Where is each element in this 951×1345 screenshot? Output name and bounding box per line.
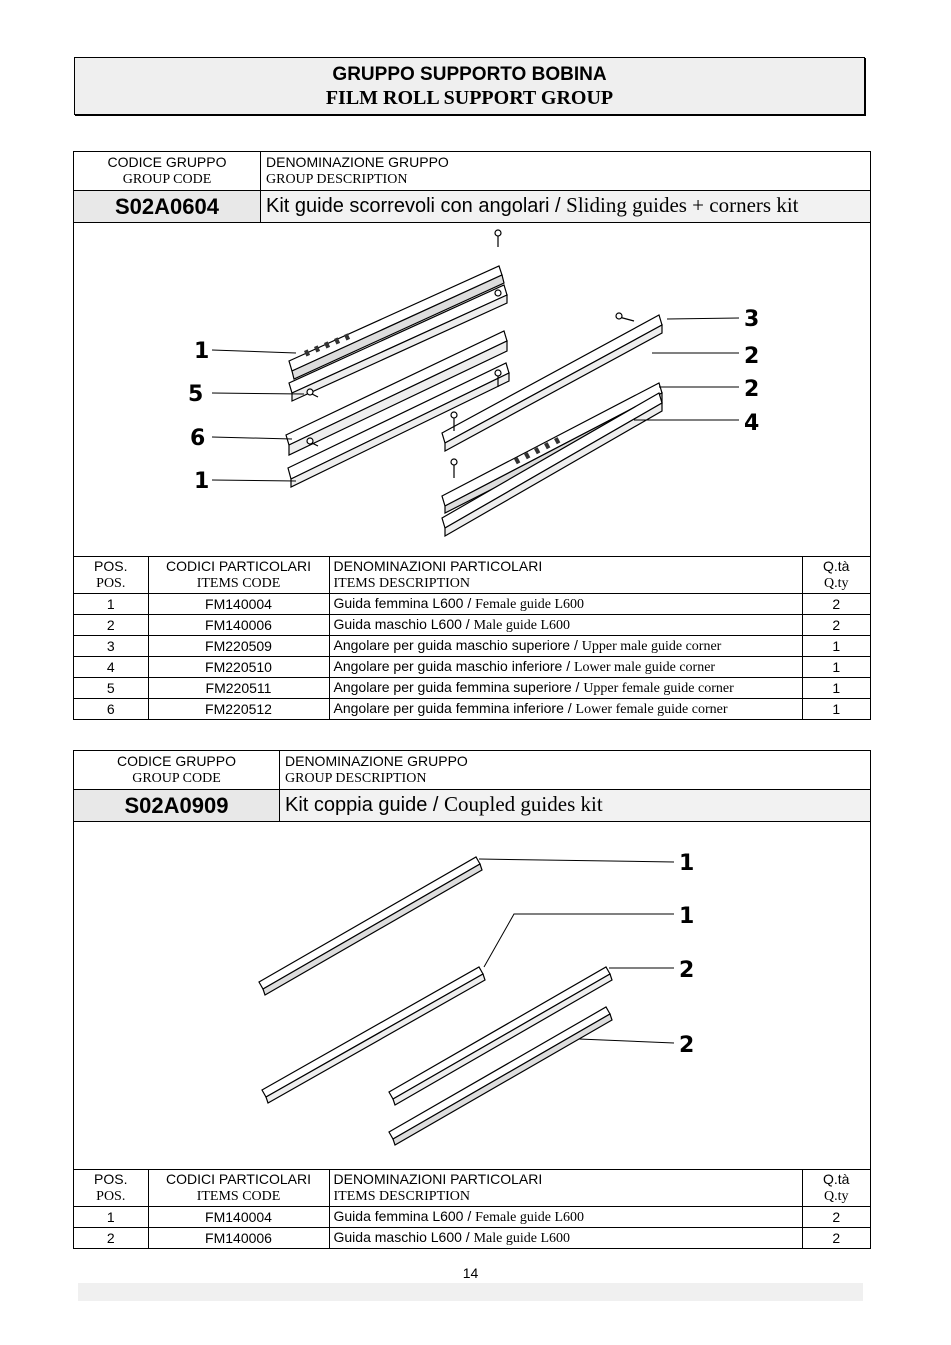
items-header-row: POS. POS. CODICI PARTICOLARI ITEMS CODE DENOMINAZIONI PARTICOLARI ITEMS DESCRIPTION Q.tà Q.ty [74,1170,870,1207]
table-row: 1 FM140004 Guida femmina L600 / Female guide L600 2 [74,1207,870,1228]
items-table-2 [74,1170,870,1248]
callout-label: 1 [679,904,695,929]
group-code-header: CODICE GRUPPO GROUP CODE [74,751,280,789]
group-code-header: CODICE GRUPPO GROUP CODE [74,152,261,190]
table-row: 6 FM220512 Angolare per guida femmina inferiore / Lower female guide corner 1 [74,699,870,720]
callout-label: 2 [679,1033,695,1058]
callout-label: 3 [744,307,760,332]
group-code-row [74,790,870,822]
callout-label: 1 [194,469,210,494]
table-row: 3 FM220509 Angolare per guida maschio superiore / Upper male guide corner 1 [74,636,870,657]
callout-label: 5 [188,382,204,407]
exploded-drawing-1 [74,223,870,557]
items-header-row: POS. POS. CODICI PARTICOLARI ITEMS CODE DENOMINAZIONI PARTICOLARI ITEMS DESCRIPTION Q.tà Q.ty [74,557,870,594]
table-row: 2 FM140006 Guida maschio L600 / Male guide L600 2 [74,1228,870,1249]
group-description: Kit guide scorrevoli con angolari / Sliding guides + corners kit [261,191,870,222]
title-english: FILM ROLL SUPPORT GROUP [325,87,614,109]
callout-label: 4 [744,411,760,436]
group-desc-header: DENOMINAZIONE GRUPPO GROUP DESCRIPTION [266,154,449,187]
group-code: S02A0604 [74,191,261,222]
callout-label: 6 [190,426,206,451]
group-code-row [74,191,870,223]
page-title [74,57,865,115]
exploded-drawing-2 [74,822,870,1170]
table-row: 2 FM140006 Guida maschio L600 / Male guide L600 2 [74,615,870,636]
group-header [74,751,870,790]
items-table-1 [74,557,870,719]
group-block-2 [73,750,871,1249]
callout-label: 2 [679,958,695,983]
footer-bar [78,1283,863,1301]
group-description: Kit coppia guide / Coupled guides kit [280,790,870,821]
group-header [74,152,870,191]
table-row: 5 FM220511 Angolare per guida femmina superiore / Upper female guide corner 1 [74,678,870,699]
group-desc-header: DENOMINAZIONE GRUPPO GROUP DESCRIPTION [285,753,468,786]
table-row: 1 FM140004 Guida femmina L600 / Female guide L600 2 [74,594,870,615]
coupled-guides-drawing [74,822,870,1169]
group-block-1 [73,151,871,720]
callout-label: 2 [744,344,760,369]
page-number: 14 [462,1265,479,1281]
group-code: S02A0909 [74,790,280,821]
callout-label: 2 [744,377,760,402]
title-italian: GRUPPO SUPPORTO BOBINA [332,64,607,85]
table-row: 4 FM220510 Angolare per guida maschio inferiore / Lower male guide corner 1 [74,657,870,678]
guides-drawing [74,223,870,556]
callout-label: 1 [194,339,210,364]
callout-label: 1 [679,851,695,876]
